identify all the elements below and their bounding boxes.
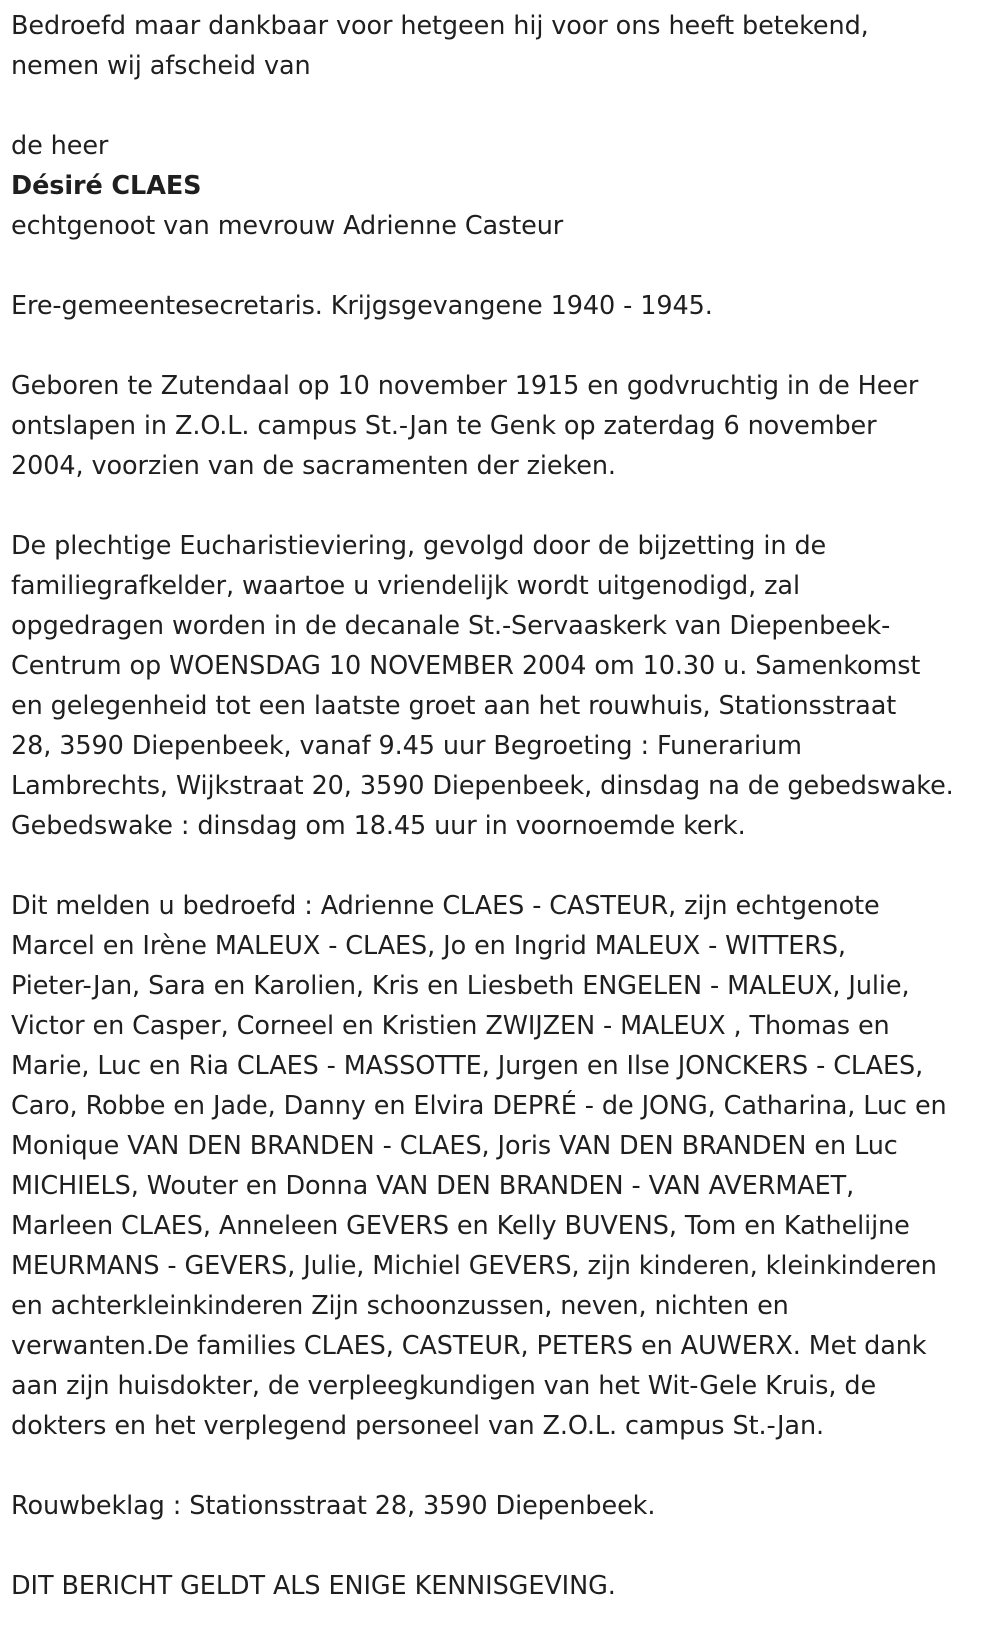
family-line: Marie, Luc en Ria CLAES - MASSOTTE, Jurgen en Ilse JONCKERS - CLAES, bbox=[11, 1051, 924, 1081]
family-line: MICHIELS, Wouter en Donna VAN DEN BRANDEN - VAN AVERMAET, bbox=[11, 1171, 855, 1201]
ceremony-line: en gelegenheid tot een laatste groet aan het rouwhuis, Stationsstraat bbox=[11, 691, 897, 721]
birth-death-line: 2004, voorzien van de sacramenten der zieken. bbox=[11, 451, 616, 481]
deceased-name: Désiré CLAES bbox=[11, 171, 202, 201]
family-line: en achterkleinkinderen Zijn schoonzussen, neven, nichten en bbox=[11, 1291, 789, 1321]
family-line: verwanten.De families CLAES, CASTEUR, PETERS en AUWERX. Met dank bbox=[11, 1331, 927, 1361]
family-line: Dit melden u bedroefd : Adrienne CLAES - CASTEUR, zijn echtgenote bbox=[11, 891, 880, 921]
family-line: aan zijn huisdokter, de verpleegkundigen van het Wit-Gele Kruis, de bbox=[11, 1371, 877, 1401]
family-line: dokters en het verplegend personeel van Z.O.L. campus St.-Jan. bbox=[11, 1411, 825, 1441]
family-line: Victor en Casper, Corneel en Kristien ZWIJZEN - MALEUX , Thomas en bbox=[11, 1011, 890, 1041]
obituary-notice bbox=[11, 6, 991, 1606]
family-line: Pieter-Jan, Sara en Karolien, Kris en Liesbeth ENGELEN - MALEUX, Julie, bbox=[11, 971, 910, 1001]
paragraph-spacer bbox=[11, 1526, 991, 1566]
intro-line: Bedroefd maar dankbaar voor hetgeen hij voor ons heeft betekend, bbox=[11, 11, 869, 41]
paragraph-spacer bbox=[11, 326, 991, 366]
birth-death-line: Geboren te Zutendaal op 10 november 1915 en godvruchtig in de Heer bbox=[11, 371, 919, 401]
ceremony-line: Centrum op WOENSDAG 10 NOVEMBER 2004 om 10.30 u. Samenkomst bbox=[11, 651, 921, 681]
family-line: Caro, Robbe en Jade, Danny en Elvira DEPRÉ - de JONG, Catharina, Luc en bbox=[11, 1091, 947, 1121]
titles-line: Ere-gemeentesecretaris. Krijgsgevangene 1940 - 1945. bbox=[11, 291, 713, 321]
ceremony-line: Gebedswake : dinsdag om 18.45 uur in voornoemde kerk. bbox=[11, 811, 746, 841]
birth-death-line: ontslapen in Z.O.L. campus St.-Jan te Genk op zaterdag 6 november bbox=[11, 411, 877, 441]
paragraph-spacer bbox=[11, 1446, 991, 1486]
ceremony-line: familiegrafkelder, waartoe u vriendelijk wordt uitgenodigd, zal bbox=[11, 571, 800, 601]
ceremony-line: Lambrechts, Wijkstraat 20, 3590 Diepenbeek, dinsdag na de gebedswake. bbox=[11, 771, 954, 801]
paragraph-spacer bbox=[11, 486, 991, 526]
intro-paragraph bbox=[11, 6, 991, 86]
paragraph-spacer bbox=[11, 86, 991, 126]
ceremony-line: opgedragen worden in de decanale St.-Servaaskerk van Diepenbeek- bbox=[11, 611, 891, 641]
intro-line: nemen wij afscheid van bbox=[11, 51, 311, 81]
family-line: MEURMANS - GEVERS, Julie, Michiel GEVERS, zijn kinderen, kleinkinderen bbox=[11, 1251, 937, 1281]
family-line: Monique VAN DEN BRANDEN - CLAES, Joris VAN DEN BRANDEN en Luc bbox=[11, 1131, 898, 1161]
family-line: Marcel en Irène MALEUX - CLAES, Jo en Ingrid MALEUX - WITTERS, bbox=[11, 931, 846, 961]
ceremony-line: De plechtige Eucharistieviering, gevolgd door de bijzetting in de bbox=[11, 531, 827, 561]
paragraph-spacer bbox=[11, 846, 991, 886]
ceremony-line: 28, 3590 Diepenbeek, vanaf 9.45 uur Begroeting : Funerarium bbox=[11, 731, 802, 761]
notice-statement: DIT BERICHT GELDT ALS ENIGE KENNISGEVING. bbox=[11, 1571, 616, 1601]
birth-death-paragraph bbox=[11, 366, 991, 486]
spouse-line: echtgenoot van mevrouw Adrienne Casteur bbox=[11, 211, 564, 241]
family-line: Marleen CLAES, Anneleen GEVERS en Kelly BUVENS, Tom en Kathelijne bbox=[11, 1211, 910, 1241]
honorific: de heer bbox=[11, 131, 109, 161]
family-paragraph bbox=[11, 886, 991, 1446]
ceremony-paragraph bbox=[11, 526, 991, 846]
condolence-address: Rouwbeklag : Stationsstraat 28, 3590 Diepenbeek. bbox=[11, 1491, 656, 1521]
paragraph-spacer bbox=[11, 246, 991, 286]
